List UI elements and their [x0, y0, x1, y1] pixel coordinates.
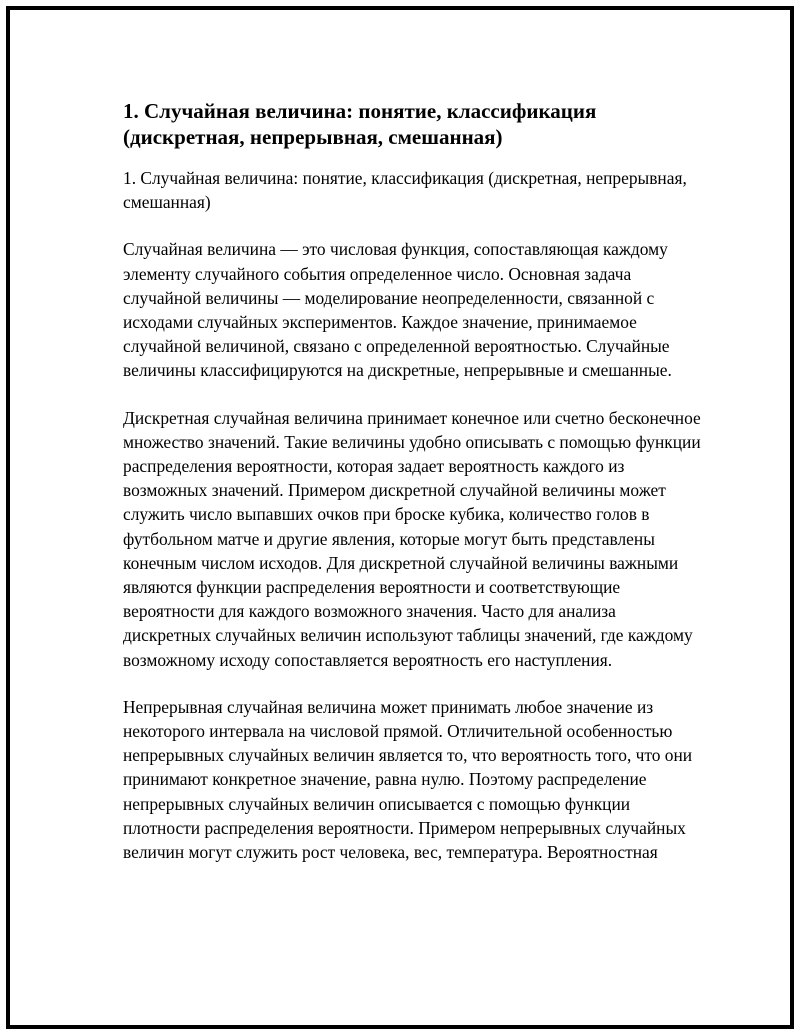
paragraph-discrete: Дискретная случайная величина принимает конечное или счетно бесконечное множество значений. Такие величины удобно описывать с помощью функции распределения вероятности, которая задает вероятность каждого из возможных значений. Примером дискретной случайной величины может служить число выпавших очков при броске кубика, количество голов в футбольном матче и другие явления, которые могут быть представлены конечным числом исходов. Для дискретной случайной величины важными являются функции распределения вероятности и соответствующие вероятности для каждого возможного значения. Часто для анализа дискретных случайных величин используют таблицы значений, где каждому возможному исходу сопоставляется вероятность его наступления. [123, 407, 701, 670]
document-page [6, 6, 794, 1029]
paragraph-definition: Случайная величина — это числовая функция, сопоставляющая каждому элементу случайного события определенное число. Основная задача случайной величины — моделирование неопределенности, связанной с исходами случайных экспериментов. Каждое значение, принимаемое случайной величиной, связано с определенной вероятностью. Случайные величины классифицируются на дискретные, непрерывные и смешанные. [123, 239, 672, 381]
document-content [123, 98, 703, 887]
paragraph-continuous: Непрерывная случайная величина может принимать любое значение из некоторого интервала на числовой прямой. Отличительной особенностью непрерывных случайных величин является то, что вероятность того, что они принимают конкретное значение, равна нулю. Поэтому распределение непрерывных случайных величин описывается с помощью функции плотности распределения вероятности. Примером непрерывных случайных величин могут служить рост человека, вес, температура. Вероятностная [123, 696, 693, 863]
paragraph-title-repeat: 1. Случайная величина: понятие, классификация (дискретная, непрерывная, смешанная) [123, 168, 687, 213]
document-heading: 1. Случайная величина: понятие, классификация (дискретная, непрерывная, смешанная) [123, 99, 597, 149]
